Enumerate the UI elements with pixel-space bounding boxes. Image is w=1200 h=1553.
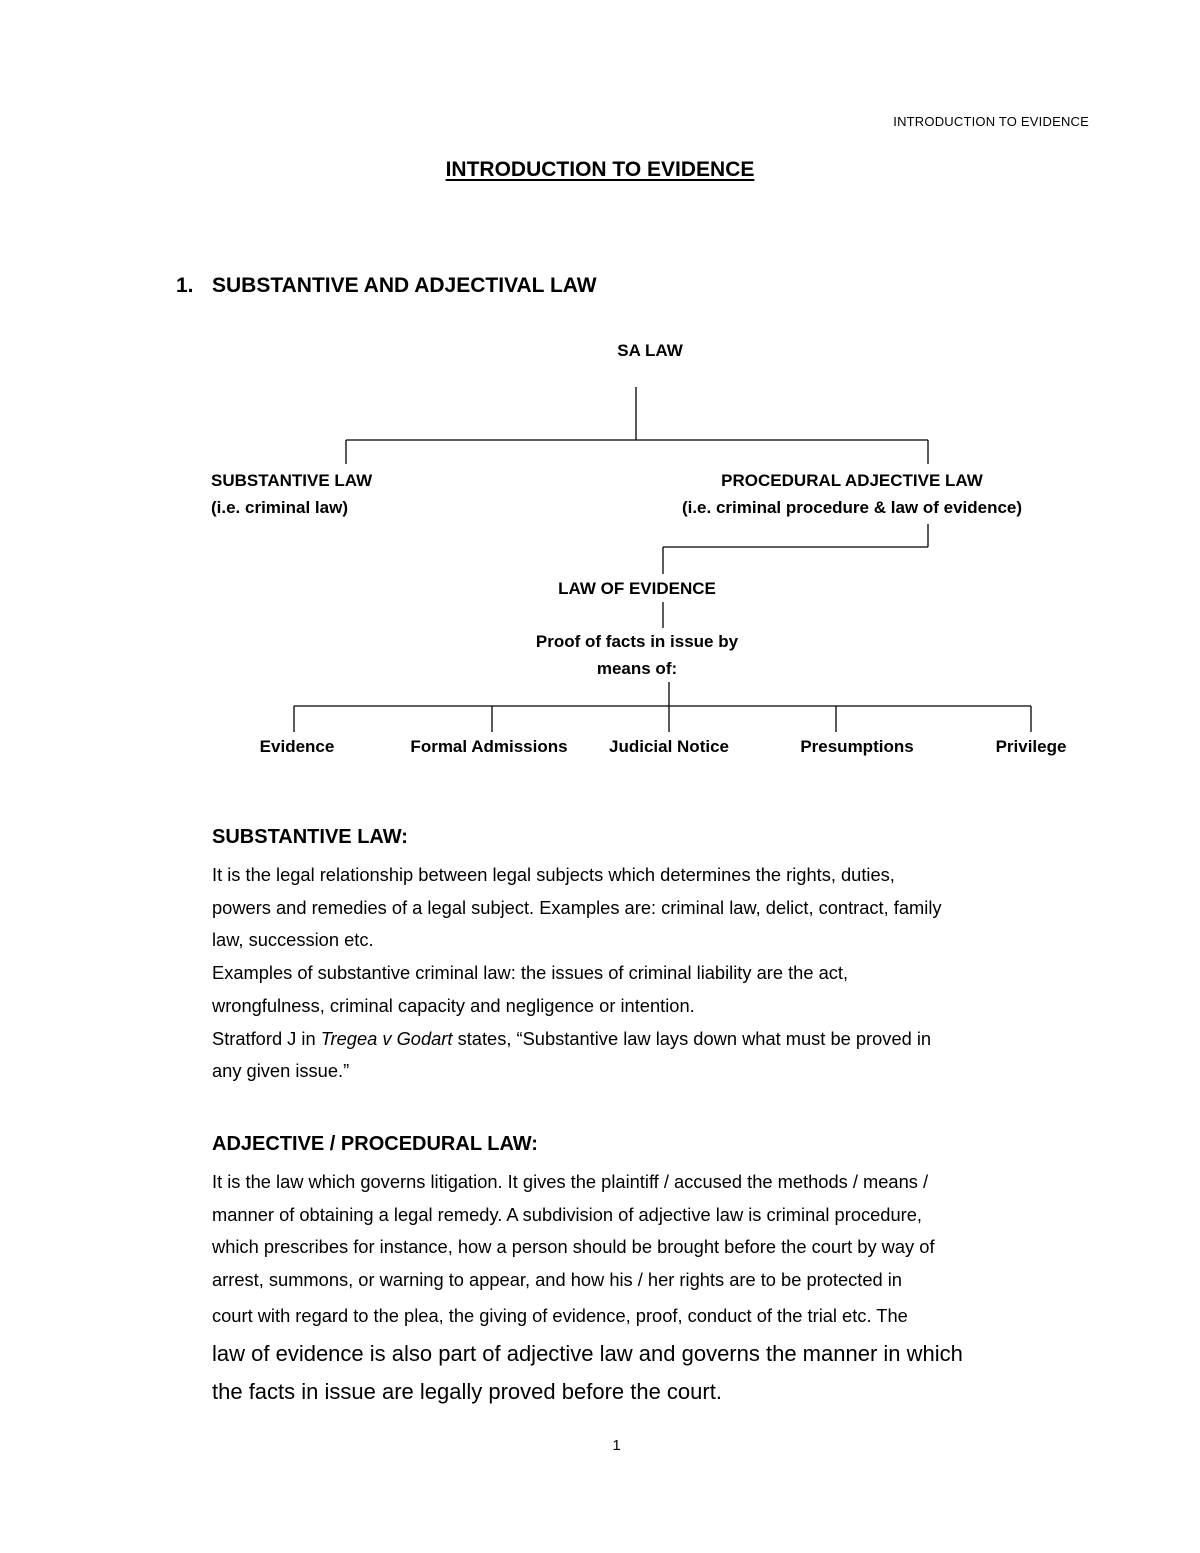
body-line: any given issue.” [212, 1060, 350, 1082]
quote-line [212, 1023, 1092, 1056]
body-line: arrest, summons, or warning to appear, and how his / her rights are to be protected in [212, 1269, 902, 1291]
leaf-presumptions: Presumptions [800, 737, 914, 756]
node-procedural-title: PROCEDURAL ADJECTIVE LAW [721, 471, 983, 490]
substantive-law-heading: SUBSTANTIVE LAW: [212, 826, 408, 848]
adjective-law-heading: ADJECTIVE / PROCEDURAL LAW: [212, 1133, 538, 1155]
leaf-privilege: Privilege [995, 737, 1067, 756]
node-procedural-law [682, 467, 1022, 521]
quote-text: states, “Substantive law lays down what must be proved in [452, 1027, 932, 1049]
leaf-judicial-notice: Judicial Notice [609, 737, 729, 756]
node-sa-law: SA LAW [617, 341, 683, 360]
node-law-of-evidence: LAW OF EVIDENCE [558, 579, 716, 598]
body-line: wrongfulness, criminal capacity and negligence or intention. [212, 994, 695, 1016]
node-proof-line2: means of: [596, 659, 678, 678]
body-line: law, succession etc. [212, 929, 374, 951]
node-procedural-note: (i.e. criminal procedure & law of evidence) [681, 498, 1023, 517]
adjective-law-body [212, 1166, 1092, 1411]
substantive-law-body [212, 859, 1092, 1088]
section-heading-text: SUBSTANTIVE AND ADJECTIVAL LAW [212, 274, 597, 297]
body-line-large: the facts in issue are legally proved before the court. [212, 1378, 722, 1404]
quote-prefix: Stratford J in [212, 1027, 321, 1049]
node-substantive-title: SUBSTANTIVE LAW [211, 471, 373, 490]
leaf-formal-admissions: Formal Admissions [410, 737, 568, 756]
body-line: which prescribes for instance, how a person should be brought before the court by way of [212, 1236, 935, 1258]
case-name: Tregea v Godart [320, 1027, 453, 1049]
section-number: 1. [176, 274, 194, 297]
node-proof-line1: Proof of facts in issue by [535, 632, 739, 651]
node-substantive-note: (i.e. criminal law) [211, 498, 348, 517]
body-line: It is the law which governs litigation. It gives the plaintiff / accused the methods / means / [212, 1171, 929, 1192]
page-number: 1 [612, 1437, 621, 1454]
body-line: Examples of substantive criminal law: the issues of criminal liability are the act, [212, 962, 849, 984]
body-line: court with regard to the plea, the giving of evidence, proof, conduct of the trial etc. The [212, 1304, 908, 1326]
node-proof-of-facts [536, 628, 738, 682]
running-header: INTRODUCTION TO EVIDENCE [893, 114, 1089, 129]
node-substantive-law [211, 467, 372, 521]
body-line: powers and remedies of a legal subject. Examples are: criminal law, delict, contract, family [212, 896, 942, 918]
body-line-large: law of evidence is also part of adjective law and governs the manner in which [212, 1340, 963, 1366]
body-line: manner of obtaining a legal remedy. A subdivision of adjective law is criminal procedure, [212, 1203, 922, 1225]
body-line: It is the legal relationship between legal subjects which determines the rights, duties, [212, 864, 895, 885]
leaf-evidence: Evidence [259, 737, 335, 756]
document-title-text: INTRODUCTION TO EVIDENCE [445, 158, 755, 181]
